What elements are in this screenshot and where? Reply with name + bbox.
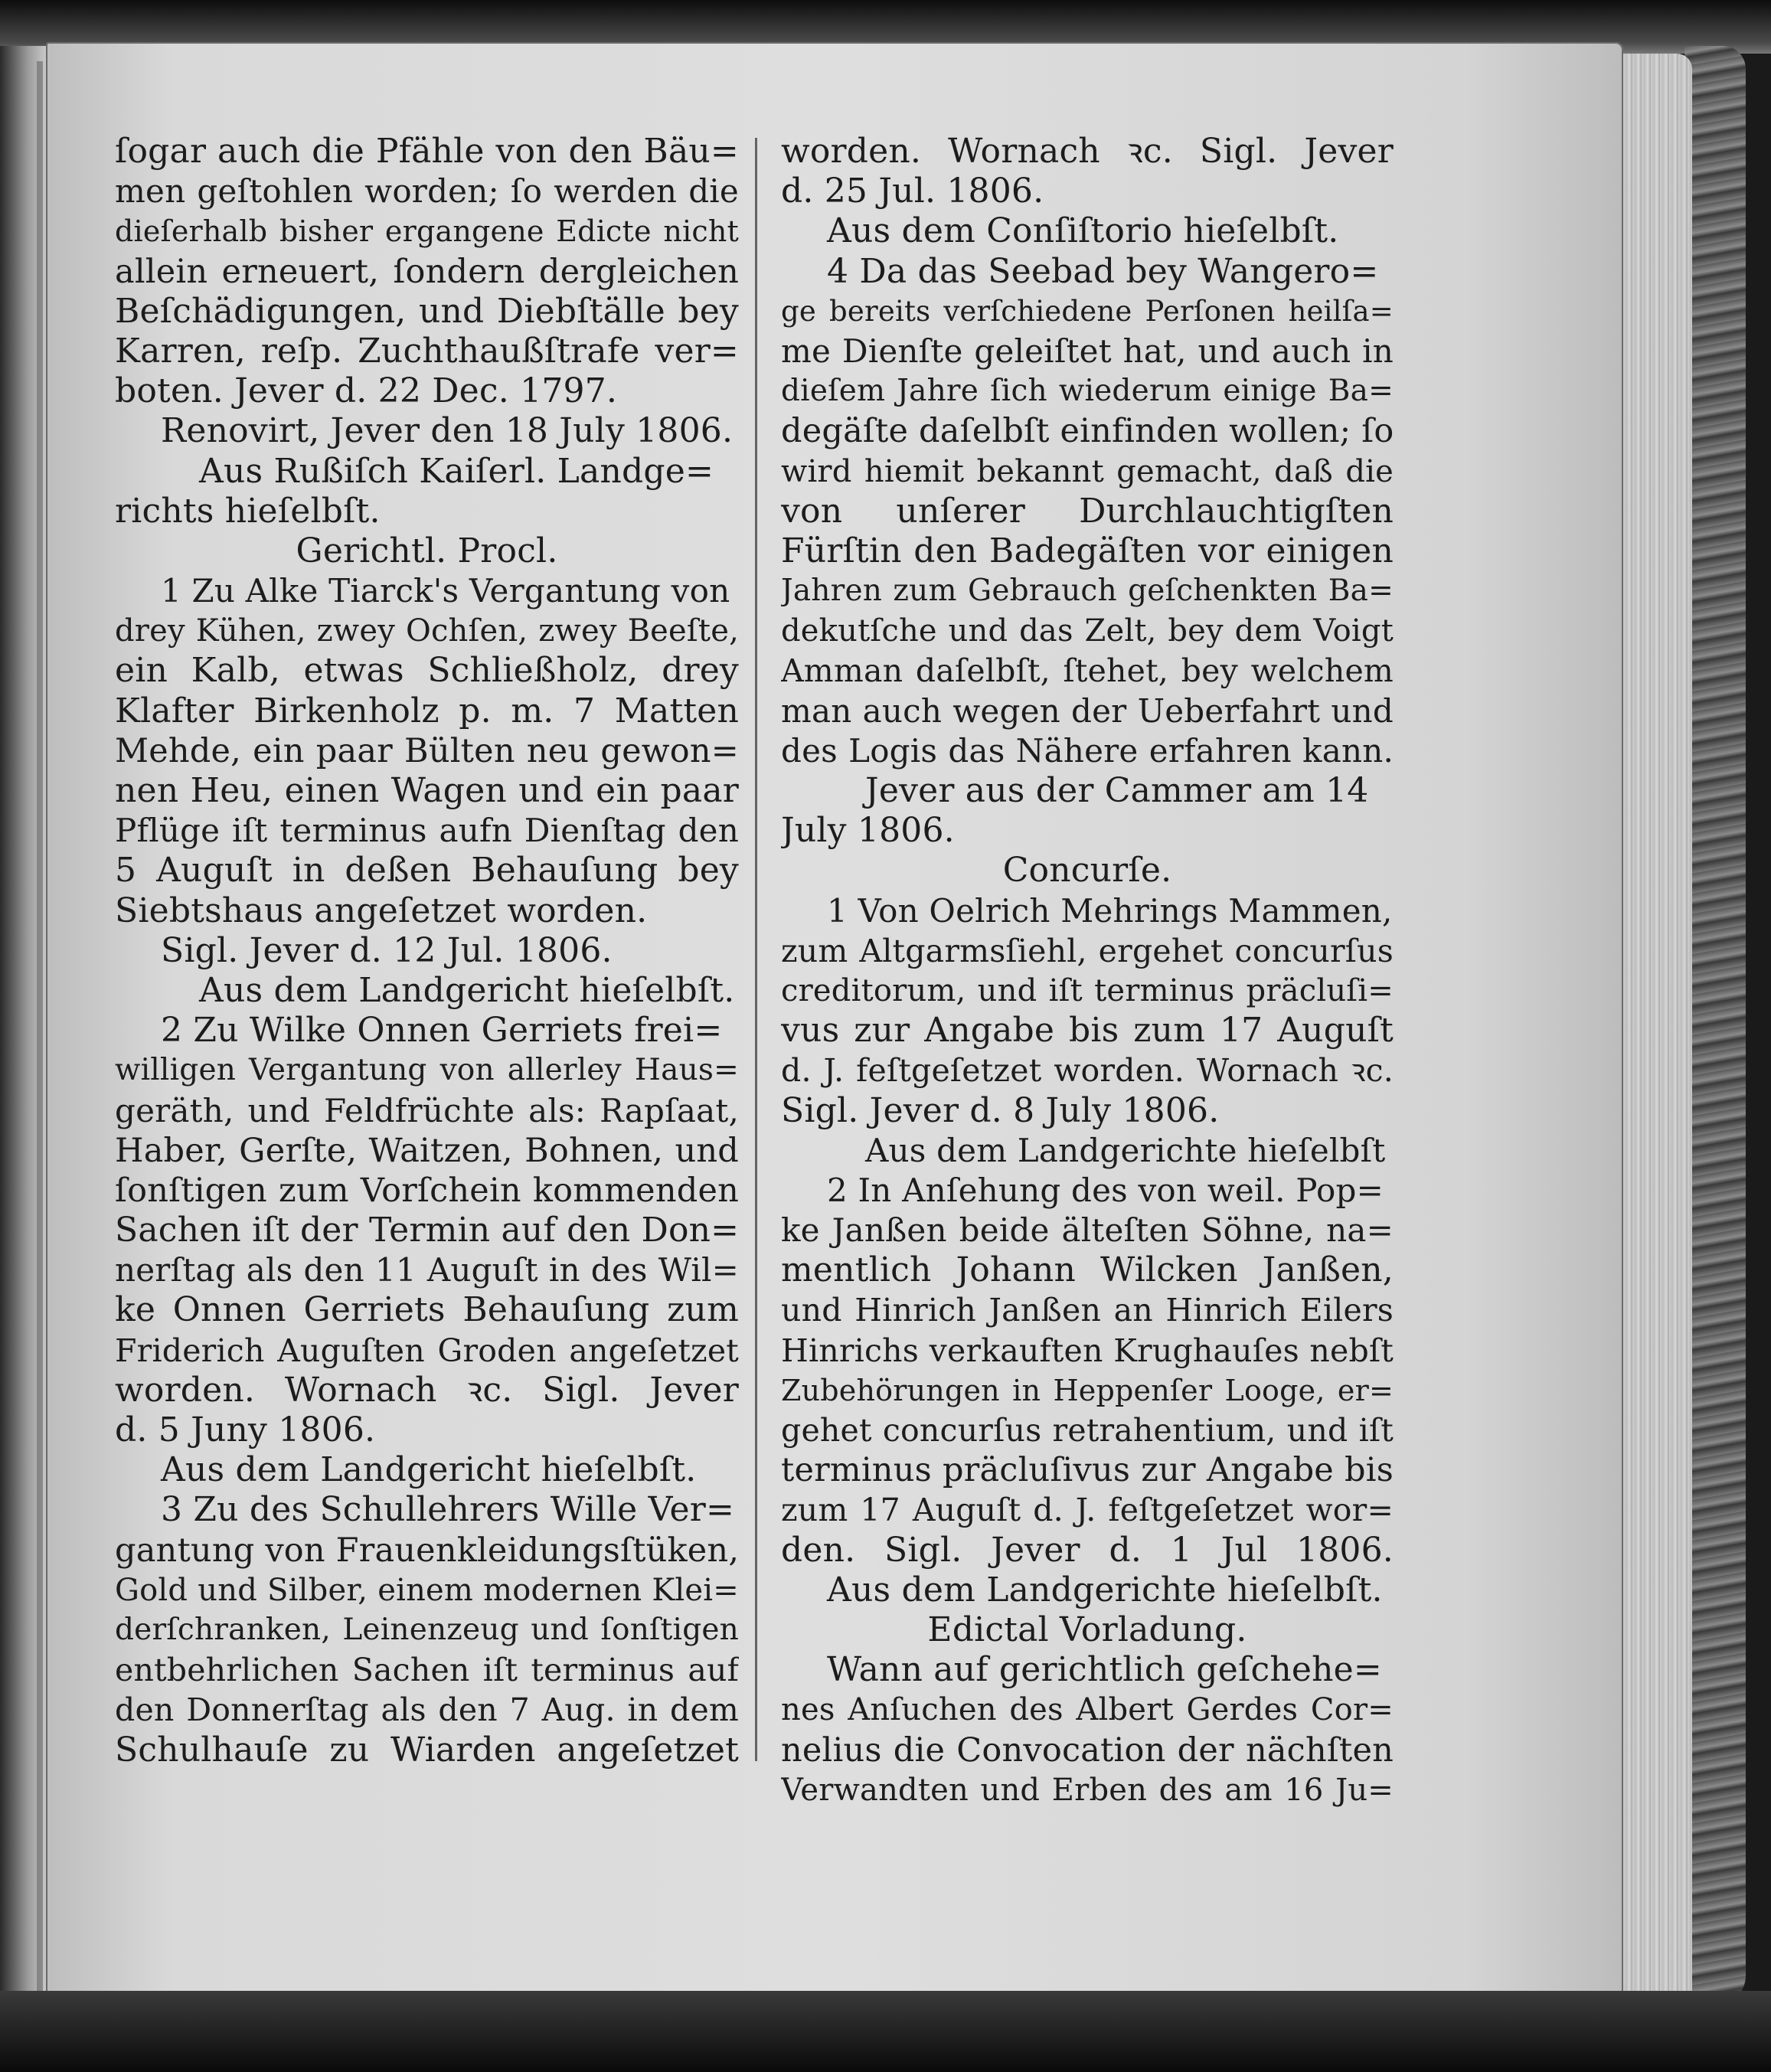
text-line: Siebtshaus angeſetzet worden. xyxy=(115,891,648,930)
left-text-column xyxy=(115,132,739,1770)
text-line: creditorum, und iſt terminus präcluſi= xyxy=(781,972,1394,1008)
text-line: Jever aus der Cammer am 14 xyxy=(865,771,1369,810)
text-line: Beſchädigungen, und Diebſtälle bey xyxy=(115,291,739,331)
text-line: dekutſche und das Zelt, bey dem Voigt xyxy=(781,613,1394,649)
text-line: Aus dem Landgericht hieſelbſt. xyxy=(199,970,735,1010)
text-line: Aus dem Landgerichte hieſelbſt. xyxy=(827,1570,1383,1610)
text-line: dieſerhalb bisher ergangene Edicte nicht xyxy=(115,214,739,249)
text-line: d. 5 Juny 1806. xyxy=(115,1410,376,1449)
text-line: Sachen iſt der Termin auf den Don= xyxy=(115,1211,739,1250)
text-line: Schulhauſe zu Wiarden angeſetzet xyxy=(115,1730,739,1770)
text-line: man auch wegen der Ueberfahrt und xyxy=(781,691,1394,730)
text-line: Amman daſelbſt, ſtehet, bey welchem xyxy=(781,652,1394,690)
text-line: von unſerer Durchlauchtigſten xyxy=(781,491,1394,531)
text-line: nelius die Convocation der nächſten xyxy=(781,1730,1394,1770)
text-line: Klafter Birkenholz p. m. 7 Matten xyxy=(115,691,739,730)
text-line: 2 In Anſehung des von weil. Pop= xyxy=(827,1171,1384,1209)
text-line: July 1806. xyxy=(781,811,955,851)
text-line: derſchranken, Leinenzeug und ſonſtigen xyxy=(115,1612,739,1647)
text-line: Sigl. Jever d. 12 Jul. 1806. xyxy=(161,930,613,970)
text-line: nes Anſuchen des Albert Gerdes Cor= xyxy=(781,1692,1394,1728)
text-line: richts hieſelbſt. xyxy=(115,491,381,531)
text-line: d. 25 Jul. 1806. xyxy=(781,172,1044,211)
text-line: Verwandten und Erben des am 16 Ju= xyxy=(781,1772,1394,1808)
text-line: gehet concurſus retrahentium, und iſt xyxy=(781,1412,1394,1449)
text-line: Hinrichs verkauften Krughauſes nebſt xyxy=(781,1332,1394,1369)
text-line: des Logis das Nähere erfahren kann. xyxy=(781,731,1394,770)
text-line: degäſte daſelbſt einfinden wollen; ſo xyxy=(781,412,1394,451)
text-line: vus zur Angabe bis zum 17 Auguſt xyxy=(781,1011,1394,1051)
text-line: mentlich Johann Wilcken Janßen, xyxy=(781,1250,1394,1290)
text-line: Pflüge iſt terminus aufn Dienſtag den xyxy=(115,812,739,850)
text-line: ſonſtigen zum Vorſchein kommenden xyxy=(115,1171,739,1210)
text-line: Gold und Silber, einem modernen Klei= xyxy=(115,1572,739,1608)
text-line: 1 Zu Alke Tiarck's Vergantung von xyxy=(161,572,730,610)
column-divider-rule xyxy=(755,138,757,1761)
text-line: allein erneuert, ſondern dergleichen xyxy=(115,252,739,291)
text-line: Zubehörungen in Heppenſer Looge, er= xyxy=(781,1373,1394,1407)
text-line: terminus präcluſivus zur Angabe bis xyxy=(781,1451,1394,1490)
text-line: willigen Vergantung von allerley Haus= xyxy=(115,1053,739,1088)
text-line: geräth, und Feldfrüchte als: Rapſaat, xyxy=(115,1091,739,1129)
text-line: 2 Zu Wilke Onnen Gerriets frei= xyxy=(161,1011,723,1051)
text-line: me Dienſte geleiſtet hat, und auch in xyxy=(781,332,1394,370)
text-line: zum 17 Auguſt d. J. feſtgeſetzet wor= xyxy=(781,1492,1394,1529)
text-line: gantung von Frauenkleidungsſtüken, xyxy=(115,1531,739,1570)
text-line: Aus dem Landgerichte hieſelbſt xyxy=(865,1131,1386,1169)
text-line: 4 Da das Seebad bey Wangero= xyxy=(827,251,1379,291)
text-line: Gerichtl. Procl. xyxy=(296,531,558,570)
text-line: Aus Rußiſch Kaiſerl. Landge= xyxy=(199,451,714,491)
book-cover-edge xyxy=(1684,46,1746,2006)
text-line: Aus dem Landgericht hieſelbſt. xyxy=(161,1450,697,1490)
text-line: zum Altgarmsſiehl, ergehet concurſus xyxy=(781,932,1394,969)
text-line: ke Janßen beide älteſten Söhne, na= xyxy=(781,1211,1394,1250)
text-line: Jahren zum Gebrauch geſchenkten Ba= xyxy=(781,574,1394,609)
text-line: Haber, Gerſte, Waitzen, Bohnen, und xyxy=(115,1131,739,1170)
text-line: ein Kalb, etwas Schließholz, drey xyxy=(115,651,739,691)
text-line: entbehrlichen Sachen iſt terminus auf xyxy=(115,1652,739,1689)
text-line: Mehde, ein paar Bülten neu gewon= xyxy=(115,731,739,770)
text-line: den. Sigl. Jever d. 1 Jul 1806. xyxy=(781,1530,1394,1570)
text-line: boten. Jever d. 22 Dec. 1797. xyxy=(115,371,618,411)
text-line: dieſem Jahre ſich wiederum einige Ba= xyxy=(781,374,1394,409)
text-line: Aus dem Conſiſtorio hieſelbſt. xyxy=(827,211,1339,251)
text-line: d. J. feſtgeſetzet worden. Wornach ꝛc. xyxy=(781,1052,1394,1090)
text-line: Fürſtin den Badegäſten vor einigen xyxy=(781,531,1394,570)
text-line: 3 Zu des Schullehrers Wille Ver= xyxy=(161,1490,735,1530)
text-line: Wann auf gerichtlich geſchehe= xyxy=(827,1650,1382,1690)
text-line: Renovirt, Jever den 18 July 1806. xyxy=(161,411,734,451)
text-line: drey Kühen, zwey Ochſen, zwey Beeſte, xyxy=(115,613,739,649)
text-line: Edictal Vorladung. xyxy=(927,1610,1247,1649)
text-line: Karren, reſp. Zuchthaußſtrafe ver= xyxy=(115,331,739,371)
text-line: ſogar auch die Pfähle von den Bäu= xyxy=(115,132,739,171)
text-line: nen Heu, einen Wagen und ein paar xyxy=(115,771,739,810)
text-line: men geſtohlen worden; ſo werden die xyxy=(115,172,739,211)
text-line: und Hinrich Janßen an Hinrich Eilers xyxy=(781,1292,1394,1329)
text-line: 5 Auguſt in deßen Behauſung bey xyxy=(115,851,739,891)
text-line: 1 Von Oelrich Mehrings Mammen, xyxy=(827,891,1393,930)
text-line: wird hiemit bekannt gemacht, daß die xyxy=(781,453,1394,489)
text-line: den Donnerſtag als den 7 Aug. in dem xyxy=(115,1691,739,1729)
text-line: nerſtag als den 11 Auguſt in des Wil= xyxy=(115,1251,739,1289)
text-line: ke Onnen Gerriets Behauſung zum xyxy=(115,1290,739,1330)
text-line: Concurſe. xyxy=(1002,851,1172,891)
text-line: ge bereits verſchiedene Perſonen heilſa= xyxy=(781,294,1394,328)
right-text-column xyxy=(781,132,1394,1810)
text-line: worden. Wornach ꝛc. Sigl. Jever xyxy=(115,1370,739,1410)
text-line: Sigl. Jever d. 8 July 1806. xyxy=(781,1090,1220,1130)
scan-bottom-shadow xyxy=(0,1991,1771,2072)
text-line: worden. Wornach ꝛc. Sigl. Jever xyxy=(781,132,1394,171)
book-gutter xyxy=(37,61,43,2052)
text-line: Friderich Auguſten Groden angeſetzet xyxy=(115,1332,739,1369)
